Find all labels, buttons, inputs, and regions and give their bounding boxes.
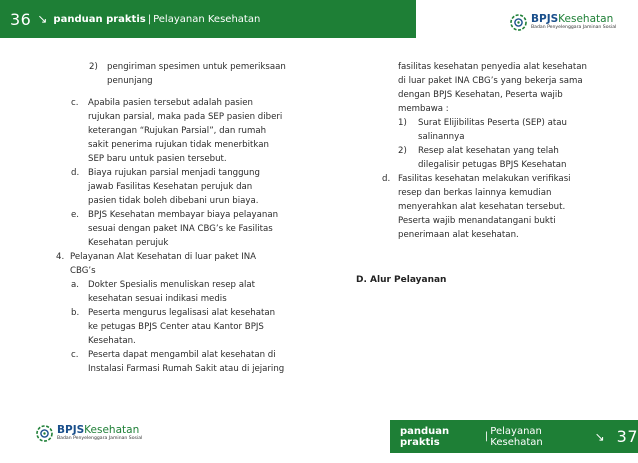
list-text-line: Peserta mengurus legalisasi alat kesehatan bbox=[88, 308, 276, 318]
list-item bbox=[370, 60, 615, 116]
footer-title-light: Pelayanan Kesehatan bbox=[490, 425, 543, 448]
page-number-right: 37 bbox=[616, 427, 638, 446]
left-column bbox=[56, 60, 288, 376]
header-separator: | bbox=[147, 13, 152, 25]
header-band bbox=[0, 0, 416, 38]
right-column bbox=[370, 60, 615, 242]
list-item bbox=[56, 348, 288, 376]
list-text-line: resep dan berkas lainnya kemudian bbox=[398, 188, 552, 198]
list-marker: a. bbox=[71, 280, 79, 290]
list-text-line: Fasilitas kesehatan melakukan verifikasi bbox=[398, 174, 571, 184]
list-text-line: pengiriman spesimen untuk pemeriksaan bbox=[107, 62, 286, 72]
list-text-line: ke petugas BPJS Center atau Kantor BPJS bbox=[88, 322, 264, 332]
list-text-line: sakit penerima rujukan tidak menerbitkan bbox=[88, 140, 269, 150]
list-text-line: penunjang bbox=[107, 76, 153, 86]
list-marker: 1) bbox=[398, 118, 407, 128]
list-marker: e. bbox=[71, 210, 80, 220]
list-marker: c. bbox=[71, 98, 79, 108]
logo-name-bpjs: BPJS bbox=[57, 424, 85, 437]
list-text-line: BPJS Kesehatan membayar biaya pelayanan bbox=[88, 210, 279, 220]
list-text-line: SEP baru untuk pasien tersebut. bbox=[88, 154, 227, 164]
list-text-line: rujukan parsial, maka pada SEP pasien diberi bbox=[88, 112, 283, 122]
logo-subtitle: Badan Penyelenggara Jaminan Sosial bbox=[531, 24, 617, 30]
list-item bbox=[56, 60, 288, 88]
bpjs-logo-top bbox=[510, 14, 616, 31]
list-text-line: sesuai dengan paket INA CBG’s ke Fasilitas bbox=[88, 224, 273, 234]
list-marker: d. bbox=[71, 168, 80, 178]
list-item bbox=[56, 166, 288, 208]
list-text-line: Peserta dapat mengambil alat kesehatan di bbox=[88, 350, 276, 360]
list-text-line: di luar paket INA CBG’s yang bekerja sama bbox=[398, 76, 583, 86]
list-item bbox=[370, 144, 615, 172]
list-text-line: CBG’s bbox=[70, 266, 96, 276]
list-item bbox=[56, 278, 288, 306]
list-text-line: Biaya rujukan parsial menjadi tanggung bbox=[88, 168, 260, 178]
list-text-line: jawab Fasilitas Kesehatan perujuk dan bbox=[88, 182, 253, 192]
list-item bbox=[56, 96, 288, 166]
list-marker: c. bbox=[71, 350, 79, 360]
list-text-line: membawa : bbox=[398, 104, 449, 114]
list-text-line: Kesehatan. bbox=[88, 336, 136, 346]
list-text-line: Resep alat kesehatan yang telah bbox=[418, 146, 559, 156]
logo-subtitle: Badan Penyelenggara Jaminan Sosial bbox=[57, 435, 143, 441]
list-text-line: Dokter Spesialis menuliskan resep alat bbox=[88, 280, 256, 290]
list-item bbox=[370, 116, 615, 144]
list-text-line: Kesehatan perujuk bbox=[88, 238, 169, 248]
list-item bbox=[56, 250, 288, 278]
list-marker: d. bbox=[382, 174, 391, 184]
list-text-line: Peserta wajib menandatangani bukti bbox=[398, 216, 556, 226]
list-item bbox=[56, 306, 288, 348]
footer-separator: | bbox=[484, 431, 489, 442]
list-marker: b. bbox=[71, 308, 80, 318]
list-text-line: dengan BPJS Kesehatan, Peserta wajib bbox=[398, 90, 563, 100]
bpjs-emblem-icon bbox=[36, 425, 53, 442]
header-title-strong: panduan praktis bbox=[53, 13, 146, 25]
list-text-line: Surat Elijibilitas Peserta (SEP) atau bbox=[418, 118, 567, 128]
list-marker: 2) bbox=[89, 62, 98, 72]
logo-name-kesehatan: Kesehatan bbox=[84, 424, 140, 437]
list-text-line: Pelayanan Alat Kesehatan di luar paket INA bbox=[70, 252, 257, 262]
list-text-line: salinannya bbox=[418, 132, 465, 142]
arrow-down-right-icon: ↘ bbox=[594, 429, 605, 444]
logo-name-bpjs: BPJS bbox=[531, 13, 559, 26]
bpjs-emblem-icon bbox=[510, 14, 527, 31]
list-item bbox=[56, 208, 288, 250]
section-heading: D. Alur Pelayanan bbox=[356, 275, 447, 285]
list-text-line: Apabila pasien tersebut adalah pasien bbox=[88, 98, 253, 108]
list-text-line: keterangan “Rujukan Parsial”, dan rumah bbox=[88, 126, 267, 136]
list-text-line: penerimaan alat kesehatan. bbox=[398, 230, 519, 240]
list-text-line: dilegalisir petugas BPJS Kesehatan bbox=[418, 160, 567, 170]
list-text-line: Instalasi Farmasi Rumah Sakit atau di jejaring bbox=[88, 364, 285, 374]
list-item bbox=[370, 172, 615, 242]
list-text-line: menyerahkan alat kesehatan tersebut. bbox=[398, 202, 566, 212]
list-marker: 4. bbox=[56, 252, 65, 262]
list-text-line: pasien tidak boleh dibebani urun biaya. bbox=[88, 196, 259, 206]
footer-title-strong: panduan praktis bbox=[400, 425, 450, 448]
bpjs-logo-bottom bbox=[36, 425, 142, 442]
list-marker: 2) bbox=[398, 146, 407, 156]
arrow-down-right-icon: ↘ bbox=[37, 12, 48, 26]
list-text-line: kesehatan sesuai indikasi medis bbox=[88, 294, 227, 304]
logo-name-kesehatan: Kesehatan bbox=[558, 13, 614, 26]
header-title-light: Pelayanan Kesehatan bbox=[153, 13, 261, 25]
page-number-left: 36 bbox=[10, 9, 32, 29]
list-text-line: fasilitas kesehatan penyedia alat kesehatan bbox=[398, 62, 587, 72]
footer-band bbox=[390, 420, 638, 453]
